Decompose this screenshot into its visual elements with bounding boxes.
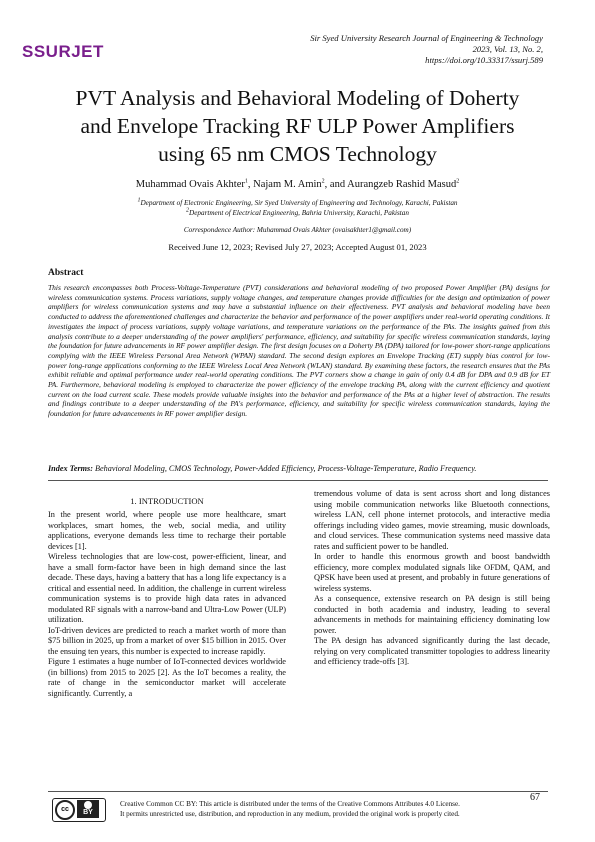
person-icon	[84, 801, 92, 809]
paragraph: IoT-driven devices are predicted to reach a market worth of more than $75 billion in 2025, up from a market of over $15 billion in 2015. Over the ensuing ten years, this number is expected to increase rapidly.	[48, 625, 286, 656]
author-affil-mark: 1	[244, 178, 248, 185]
author-list: Muhammad Ovais Akhter$^1$, Najam M. Amin$^2$, and Aurangzeb Rashid Masud$^2$	[135, 178, 460, 190]
paragraph: Figure 1 estimates a huge number of IoT-connected devices worldwide (in billions) from 2015 to 2025 [2]. As the IoT becomes a reality, the rate of change in the semiconductor market will accelerate significantly. Currently, a	[48, 657, 286, 698]
abstract-heading: Abstract	[48, 268, 84, 278]
journal-info	[223, 33, 543, 66]
paper-title	[40, 84, 555, 168]
paragraph: As a consequence, extensive research on PA design is still being conducted in both academia and industry, leading to several advancements in methods for maintaining efficiency dominating low power.	[314, 594, 550, 635]
affiliation-text: Department of Electrical Engineering, Bahria University, Karachi, Pakistan	[189, 209, 409, 217]
journal-volume: 2023, Vol. 13, No. 2,	[472, 44, 543, 54]
author-affil-mark: 2	[456, 178, 460, 185]
footer-divider	[48, 791, 548, 792]
paragraph: The PA design has advanced significantly during the last decade, relying on very complicated transmitter topologies to address linearity and efficiency trade-offs [3].	[314, 636, 550, 666]
received-dates: Received June 12, 2023; Revised July 27, 2023; Accepted August 01, 2023	[168, 242, 427, 252]
affil-mark: 2	[186, 207, 189, 214]
paragraph: In order to handle this enormous growth and boost bandwidth efficiency, more complex modulated signals like OFDM, QAM, and QPSK have been used at present, and probably in future generations of wireless systems.	[314, 552, 550, 593]
author-name: Muhammad Ovais Akhter	[135, 179, 245, 190]
index-terms	[48, 464, 558, 473]
journal-doi-link[interactable]: https://doi.org/10.33317/ssurj.589	[425, 55, 543, 65]
license-text	[120, 799, 520, 819]
affiliation	[40, 198, 555, 208]
paragraph: In the present world, where people use more healthcare, smart workplaces, smart homes, the web, social media, and utility applications, everyone demands less time to recharge their portable devices [1].	[48, 510, 286, 551]
license-line: It permits unrestricted use, distribution, and reproduction in any medium, provided the original work is properly cited.	[120, 810, 460, 818]
index-terms-text: Behavioral Modeling, CMOS Technology, Power-Added Efficiency, Process-Voltage-Temperature, Radio Frequency.	[95, 464, 477, 473]
paragraph: Wireless technologies that are low-cost, power-efficient, linear, and have a small form-factor have been in high demand since the last decade. These days, having a battery that has a long life expectancy is a critical and essential need. In addition, the challenge in current wireless communication systems is to provide high data rates in advanced modulated RF signals with a narrow-band and Ultra-Low Power (ULP) utilization.	[48, 552, 286, 624]
left-column	[48, 510, 286, 699]
author-name: and Aurangzeb Rashid Masud	[329, 179, 457, 190]
cc-icon: cc	[55, 800, 75, 820]
journal-name: Sir Syed University Research Journal of Engineering & Technology	[310, 33, 543, 43]
author-name: Najam M. Amin	[253, 179, 322, 190]
page-number: 67	[530, 792, 540, 803]
affil-mark: 1	[137, 197, 141, 204]
section-divider	[48, 480, 548, 481]
section-heading: 1. INTRODUCTION	[130, 496, 204, 506]
author-affil-mark: 2	[321, 178, 325, 185]
affiliation-text: Department of Electronic Engineering, Sir Syed University of Engineering and Technology, Karachi, Pakistan	[140, 199, 458, 207]
title-line: using 65 nm CMOS Technology	[158, 142, 437, 166]
affiliations	[40, 198, 555, 218]
index-terms-label: Index Terms:	[48, 464, 93, 473]
affiliation	[40, 208, 555, 218]
correspondence-author: Correspondence Author: Muhammad Ovais Akhter (ovaisakhter1@gmail.com)	[183, 226, 412, 234]
title-line: and Envelope Tracking RF ULP Power Amplifiers	[80, 114, 515, 138]
by-icon: BY	[77, 800, 99, 818]
journal-logo: SSURJET	[22, 42, 104, 61]
license-line: Creative Common CC BY: This article is distributed under the terms of the Creative Commons Attributes 4.0 License.	[120, 800, 460, 808]
title-line: PVT Analysis and Behavioral Modeling of Doherty	[75, 86, 520, 110]
right-column	[314, 489, 550, 668]
paragraph: tremendous volume of data is sent across short and long distances using mobile communication networks like Bluetooth connections, wireless LAN, cell phone internet protocols, and interactive media offerings including video games, movie streaming, music downloads, and cloud services. These communication systems need massive data rates and sufficient power to be handled.	[314, 489, 550, 551]
abstract-text: This research encompasses both Process-Voltage-Temperature (PVT) considerations and behavioral modeling of two proposed Power Amplifier (PA) designs for wireless communication systems. Process variations, supply voltage changes, and temperature changes provide difficulties for the design and optimization of power amplifiers for wireless communication systems and may have a substantial influence on their effectiveness. PVT analysis and behavioral modeling have been conducted to address the aforementioned challenges and characterize the behavior and performance of the power amplifiers under real-world operating conditions. It investigates the impact of process variations, supply voltage variations, and temperature variations on the performance of the PAs. The insights gained from this analysis contribute to a deeper understanding of the power amplifiers' performance, efficiency, and suitability for specific wireless communication standards, laying the foundation for future advancements in RF power amplifier design. The first design focuses on a Doherty PA (DPA) tailored for low-power short-range applications complying with the IEEE Wireless Personal Area Network (WPAN) standard. The second design explores an Envelope Tracking (ET) supply bias control for low-power long-range applications conforming to the IEEE Wireless Local Area Network (WLAN) standard. By examining these factors, the research ensures that the PAs exhibit reliable and optimal performance under real-world operating conditions. The PVT corners show a change in gain of only 0.4 dB for DPA and 0.9 dB for ET PA. Furthermore, behavioral modeling is employed to characterize the power efficiency of the envelope tracking PA, along with the current efficiency and quotient current on the load current scale. These models provide valuable insights into the behavior and performance of the PAs at a higher level of abstraction. The results and findings contribute to a deeper understanding of the PA's performance, efficiency, and suitability for specific wireless communication standards, laying the foundation for future advancements in RF power amplifier design.	[48, 283, 550, 419]
